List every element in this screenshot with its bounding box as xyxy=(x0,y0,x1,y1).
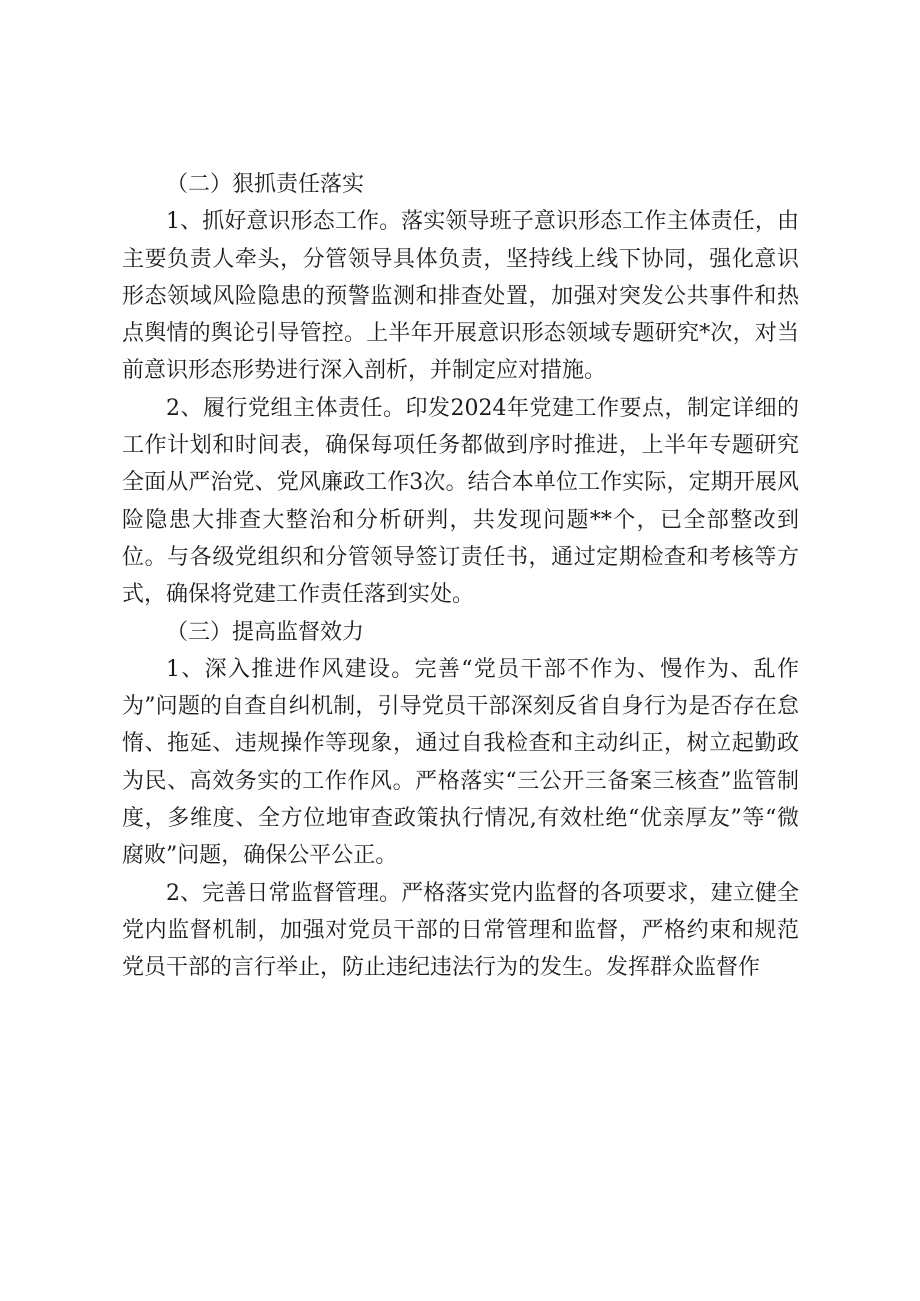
section-heading-3: （三）提高监督效力 xyxy=(166,619,365,645)
section-heading-2: （二）狠抓责任落实 xyxy=(166,172,365,197)
paragraph-party-responsibility: 2、履行党组主体责任。印发2024年党建工作要点，制定详细的工作计划和时间表，确保每项任务都做到序时推进，上半年专题研究全面从严治党、党风廉政工作3次。结合本单位工作实际，定期开展风险隐患大排查大整治和分析研判，共发现问题**个，已全部整改到位。与各级党组织和分管领导签订责任书，通过定期检查和考核等方式，确保将党建工作责任落到实处。 xyxy=(122,395,799,608)
document-body xyxy=(122,166,799,987)
paragraph-daily-supervision: 2、完善日常监督管理。严格落实党内监督的各项要求，建立健全党内监督机制，加强对党员干部的日常管理和监督，严格约束和规范党员干部的言行举止，防止违纪违法行为的发生。发挥群众监督作 xyxy=(122,880,799,981)
paragraph-work-style: 1、深入推进作风建设。完善“党员干部不作为、慢作为、乱作为”问题的自查自纠机制，引导党员干部深刻反省自身行为是否存在怠惰、拖延、违规操作等现象，通过自我检查和主动纠正，树立起勤政为民、高效务实的工作作风。严格落实“三公开三备案三核查”监管制度，多维度、全方位地审查政策执行情况,有效杜绝“优亲厚友”等“微腐败”问题，确保公平公正。 xyxy=(122,656,799,869)
paragraph-ideology-work: 1、抓好意识形态工作。落实领导班子意识形态工作主体责任，由主要负责人牵头，分管领导具体负责，坚持线上线下协同，强化意识形态领域风险隐患的预警监测和排查处置，加强对突发公共事件和热点舆情的舆论引导管控。上半年开展意识形态领域专题研究*次，对当前意识形态形势进行深入剖析，并制定应对措施。 xyxy=(122,209,799,384)
